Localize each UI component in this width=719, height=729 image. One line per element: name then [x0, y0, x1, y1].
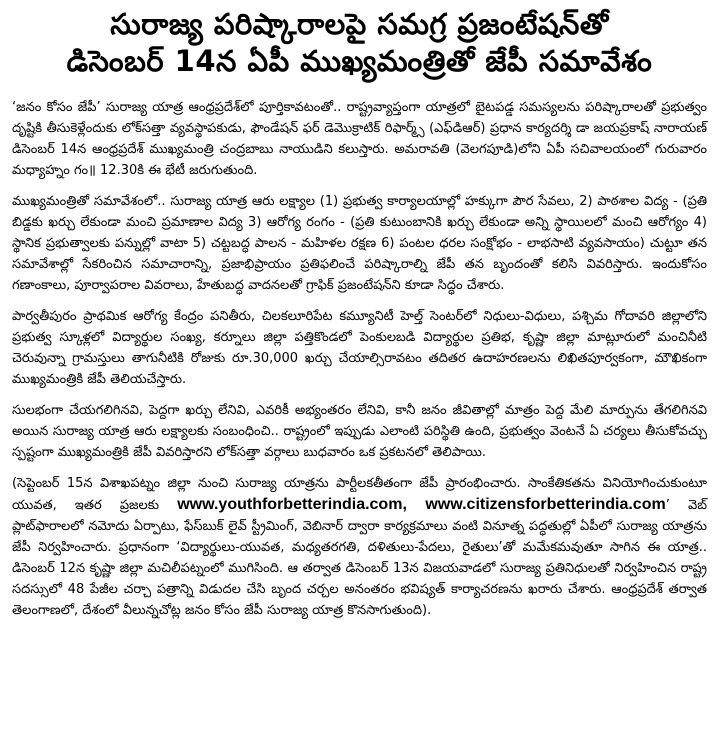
paragraph-5-intro: (సెప్టెంబర్ 15న విశాఖపట్నం జిల్లా నుంచి సురాజ్య యాత్రను పార్టీలకతీతంగా జేపీ ప్రారంభించారు. సాంకేతికతను వినియోగించుకుంటూ యువత, ఇతర ప్రజలకు [12, 476, 707, 513]
headline-line-2: డిసెంబర్ 14న ఏపీ ముఖ్యమంత్రితో జేపీ సమావేశం [66, 44, 653, 78]
article-body [12, 97, 707, 621]
paragraph-3: పార్వతీపురం ప్రాథమిక ఆరోగ్య కేంద్రం పనితీరు, చిలకలూరిపేట కమ్యూనిటీ హెల్త్ సెంటర్‌లో నిధులు-విధులు, పశ్చిమ గోదావరి జిల్లాలోని ప్రభుత్వ స్కూళ్లలో విద్యార్థుల సంఖ్య, కర్నూలు జిల్లా పత్తికొండలో పెంకులబడి విద్యార్థుల ప్రతిభ, కృష్ణా జిల్లా మాట్లూరులో మంచినీటి చెరువున్నా గ్రామస్తులు తాగునీటికి రోజుకు రూ.30,000 ఖర్చు చేయాల్సిరావటం తదితర ఉదాహరణలను లిఖితపూర్వకంగా, మౌఖికంగా ముఖ్యమంత్రికి జేపీ తెలియచేస్తారు. [12, 309, 707, 387]
paragraph-2: ముఖ్యమంత్రితో సమావేశంలో.. సురాజ్య యాత్ర ఆరు లక్ష్యాల (1) ప్రభుత్వ కార్యాలయాల్లో హక్కుగా పౌర సేవలు, 2) పాఠశాల విద్య - (ప్రతి బిడ్డకు ఖర్చు లేకుండా మంచి ప్రమాణాల విద్య 3) ఆరోగ్య రంగం - (ప్రతి కుటుంబానికి ఖర్చు లేకుండా అన్ని స్థాయిలలో మంచి ఆరోగ్యం 4) స్థానిక ప్రభుత్వాలకు పన్నుల్లో వాటా 5) చట్టబద్ధ పాలన - మహిళల రక్షణ 6) పంటల ధరల సంక్షోభం - లాభసాటి వ్యవసాయం) చుట్టూ తన సమావేశాల్లో సేకరించిన సమాచారాన్ని, ప్రజాభిప్రాయం ప్రతిఫలించే పరిష్కారాల్ని జేపీ తన బృందంతో కలిసి వివరిస్తారు. ఇందుకోసం గణాంకాలు, పూర్వాపరాల వివరాలు, హేతుబద్ధ వాదనలతో గ్రాఫిక్ ప్రజంటేషన్‌ని కూడా సిద్ధం చేశారు. [12, 194, 707, 293]
paragraph-1: ‘జనం కోసం జేపీ’ సురాజ్య యాత్ర ఆంధ్రప్రదేశ్‌లో పూర్తికావటంతో.. రాష్ట్రవ్యాప్తంగా యాత్రలో బైటపడ్డ సమస్యలను పరిష్కారాలతో ప్రభుత్వం దృష్టికి తీసుకెళ్లేందుకు లోక్‌సత్తా వ్యవస్థాపకుడు, ఫౌండేషన్ ఫర్ డెమొక్రాటిక్ రిఫార్మ్స్ (ఎఫ్‌డిఆర్) ప్రధాన కార్యదర్శి డా జయప్రకాష్ నారాయణ్ డిసెంబర్ 14న ఆంధ్రప్రదేశ్ ముఖ్యమంత్రి చంద్రబాబు నాయుడిని కలుస్తారు. అమరావతి (వెలగపూడి)లోని ఏపీ సచివాలయంలో గురువారం మధ్యాహ్నం గం॥ 12.30కి ఈ భేటీ జరుగుతుంది. [12, 100, 707, 178]
paragraph-5 [12, 473, 707, 621]
citizensforbetterindia-link[interactable]: www.citizensforbetterindia.com [425, 496, 666, 513]
headline-line-1: సురాజ్య పరిష్కారాలపై సమగ్ర ప్రజంటేషన్‌తో [110, 7, 609, 41]
url-separator: , [402, 496, 426, 513]
paragraph-4: సులభంగా చేయగలిగినవి, పెద్దగా ఖర్చు లేనివి, ఎవరికీ అభ్యంతరం లేనివి, కానీ జనం జీవితాల్లో మాత్రం పెద్ద మేలి మార్పును తేగలిగినవి అయిన సురాజ్య యాత్ర ఆరు లక్ష్యాలకు సంబంధించి.. రాష్ట్రంలో ఇప్పుడు ఎలాంటి పరిస్థితి ఉంది, ప్రభుత్వం వెంటనే ఏ చర్యలు తీసుకోవచ్చు స్పష్టంగా ముఖ్యమంత్రికి జేపీ వివరిస్తారని లోక్‌సత్తా వర్గాలు బుధవారం ఒక ప్రకటనలో తెలిపాయి. [12, 403, 707, 460]
paragraph-5-rest: ’ వెబ్ ప్లాట్‌ఫారాలలో నమోదు ఏర్పాటు, ఫేస్‌బుక్ లైవ్ స్ట్రీమింగ్, వెబినార్ ద్వారా కార్యక్రమాలు వంటి వినూత్న పద్ధతుల్లో ఏపీలో సురాజ్య యాత్రను జేపీ నిర్వహించారు. ప్రధానంగా ‘విద్యార్థులు-యువత, మధ్యతరగతి, దళితులు-పేదలు, రైతులు’తో మమేకమవుతూ సాగిన ఈ యాత్ర.. డిసెంబర్ 12న కృష్ణా జిల్లా మచిలీపట్నంలో ముగిసింది. ఆ తర్వాత డిసెంబర్ 13న విజయవాడలో సురాజ్య ప్రతినిధులతో నిర్వహించిన రాష్ట్ర సదస్సులో 48 పేజీల చర్చా పత్రాన్ని విడుదల చేసి బృంద చర్చల అనంతరం భవిష్యత్ కార్యాచరణను ఖరారు చేశారు. ఆంధ్రప్రదేశ్ తర్వాత తెలంగాణలో, దేశంలో వీలున్నచోట్ల జనం కోసం జేపీ సురాజ్య యాత్ర కొనసాగుతుంది). [12, 498, 707, 618]
youthforbetterindia-link[interactable]: www.youthforbetterindia.com [177, 496, 403, 513]
headline [12, 6, 707, 79]
